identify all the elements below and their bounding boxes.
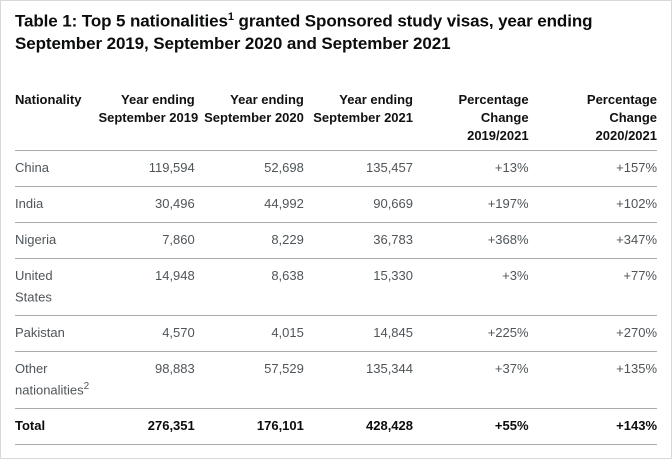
- column-header-pct-change-2020-2021: Percentage Change 2020/2021: [529, 91, 657, 151]
- table-body: [15, 150, 657, 445]
- value-ye-2019: 119,594: [98, 150, 194, 186]
- column-header-ye-sep-2019: Year ending September 2019: [98, 91, 194, 151]
- value-ye-2020: 57,529: [195, 351, 304, 408]
- column-header-ye-sep-2021: Year ending September 2021: [304, 91, 413, 151]
- value-ye-2020: 4,015: [195, 315, 304, 351]
- value-ye-2021: 135,457: [304, 150, 413, 186]
- table-row-nigeria: [15, 222, 657, 258]
- total-pct-change-2020-2021: +143%: [529, 409, 657, 445]
- table-row-united-states: [15, 258, 657, 315]
- value-ye-2020: 8,229: [195, 222, 304, 258]
- pct-change-2019-2021: +3%: [413, 258, 529, 315]
- column-header-ye-sep-2020: Year ending September 2020: [195, 91, 304, 151]
- pct-change-2020-2021: +157%: [529, 150, 657, 186]
- pct-change-2020-2021: +135%: [529, 351, 657, 408]
- value-ye-2019: 7,860: [98, 222, 194, 258]
- value-ye-2019: 14,948: [98, 258, 194, 315]
- value-ye-2021: 36,783: [304, 222, 413, 258]
- pct-change-2019-2021: +225%: [413, 315, 529, 351]
- footnote-marker: 2: [83, 380, 90, 392]
- value-ye-2019: 4,570: [98, 315, 194, 351]
- table-row-other-nationalities: [15, 351, 657, 408]
- pct-change-2020-2021: +270%: [529, 315, 657, 351]
- pct-change-2020-2021: +347%: [529, 222, 657, 258]
- row-name: Nigeria: [15, 222, 98, 258]
- total-pct-change-2019-2021: +55%: [413, 409, 529, 445]
- header-row: [15, 91, 657, 151]
- pct-change-2020-2021: +77%: [529, 258, 657, 315]
- row-name: United States: [15, 258, 98, 315]
- pct-change-2019-2021: +197%: [413, 186, 529, 222]
- row-name: China: [15, 150, 98, 186]
- pct-change-2019-2021: +37%: [413, 351, 529, 408]
- report-page: [1, 1, 671, 445]
- pct-change-2019-2021: +368%: [413, 222, 529, 258]
- table-row-total: [15, 409, 657, 445]
- table-row-pakistan: [15, 315, 657, 351]
- value-ye-2019: 98,883: [98, 351, 194, 408]
- value-ye-2021: 14,845: [304, 315, 413, 351]
- row-name: Other nationalities$^2$: [15, 351, 98, 408]
- column-header-nationality: Nationality: [15, 91, 98, 151]
- table-header: [15, 91, 657, 151]
- visas-table: [15, 91, 657, 446]
- total-label: Total: [15, 409, 98, 445]
- title-text-continued: granted Sponsored study visas, year ending September 2019, September 2020 and September 2021: [15, 11, 593, 54]
- total-ye-2020: 176,101: [195, 409, 304, 445]
- value-ye-2021: 15,330: [304, 258, 413, 315]
- title-text: Table 1: Top 5 nationalities: [15, 11, 228, 31]
- value-ye-2020: 52,698: [195, 150, 304, 186]
- table-row-china: [15, 150, 657, 186]
- value-ye-2019: 30,496: [98, 186, 194, 222]
- table-row-india: [15, 186, 657, 222]
- value-ye-2021: 90,669: [304, 186, 413, 222]
- total-ye-2019: 276,351: [98, 409, 194, 445]
- column-header-pct-change-2019-2021: Percentage Change 2019/2021: [413, 91, 529, 151]
- value-ye-2021: 135,344: [304, 351, 413, 408]
- row-name: India: [15, 186, 98, 222]
- pct-change-2020-2021: +102%: [529, 186, 657, 222]
- row-name: Pakistan: [15, 315, 98, 351]
- pct-change-2019-2021: +13%: [413, 150, 529, 186]
- value-ye-2020: 44,992: [195, 186, 304, 222]
- title-footnote-marker: 1: [227, 11, 234, 23]
- value-ye-2020: 8,638: [195, 258, 304, 315]
- page-title: [15, 10, 657, 56]
- total-ye-2021: 428,428: [304, 409, 413, 445]
